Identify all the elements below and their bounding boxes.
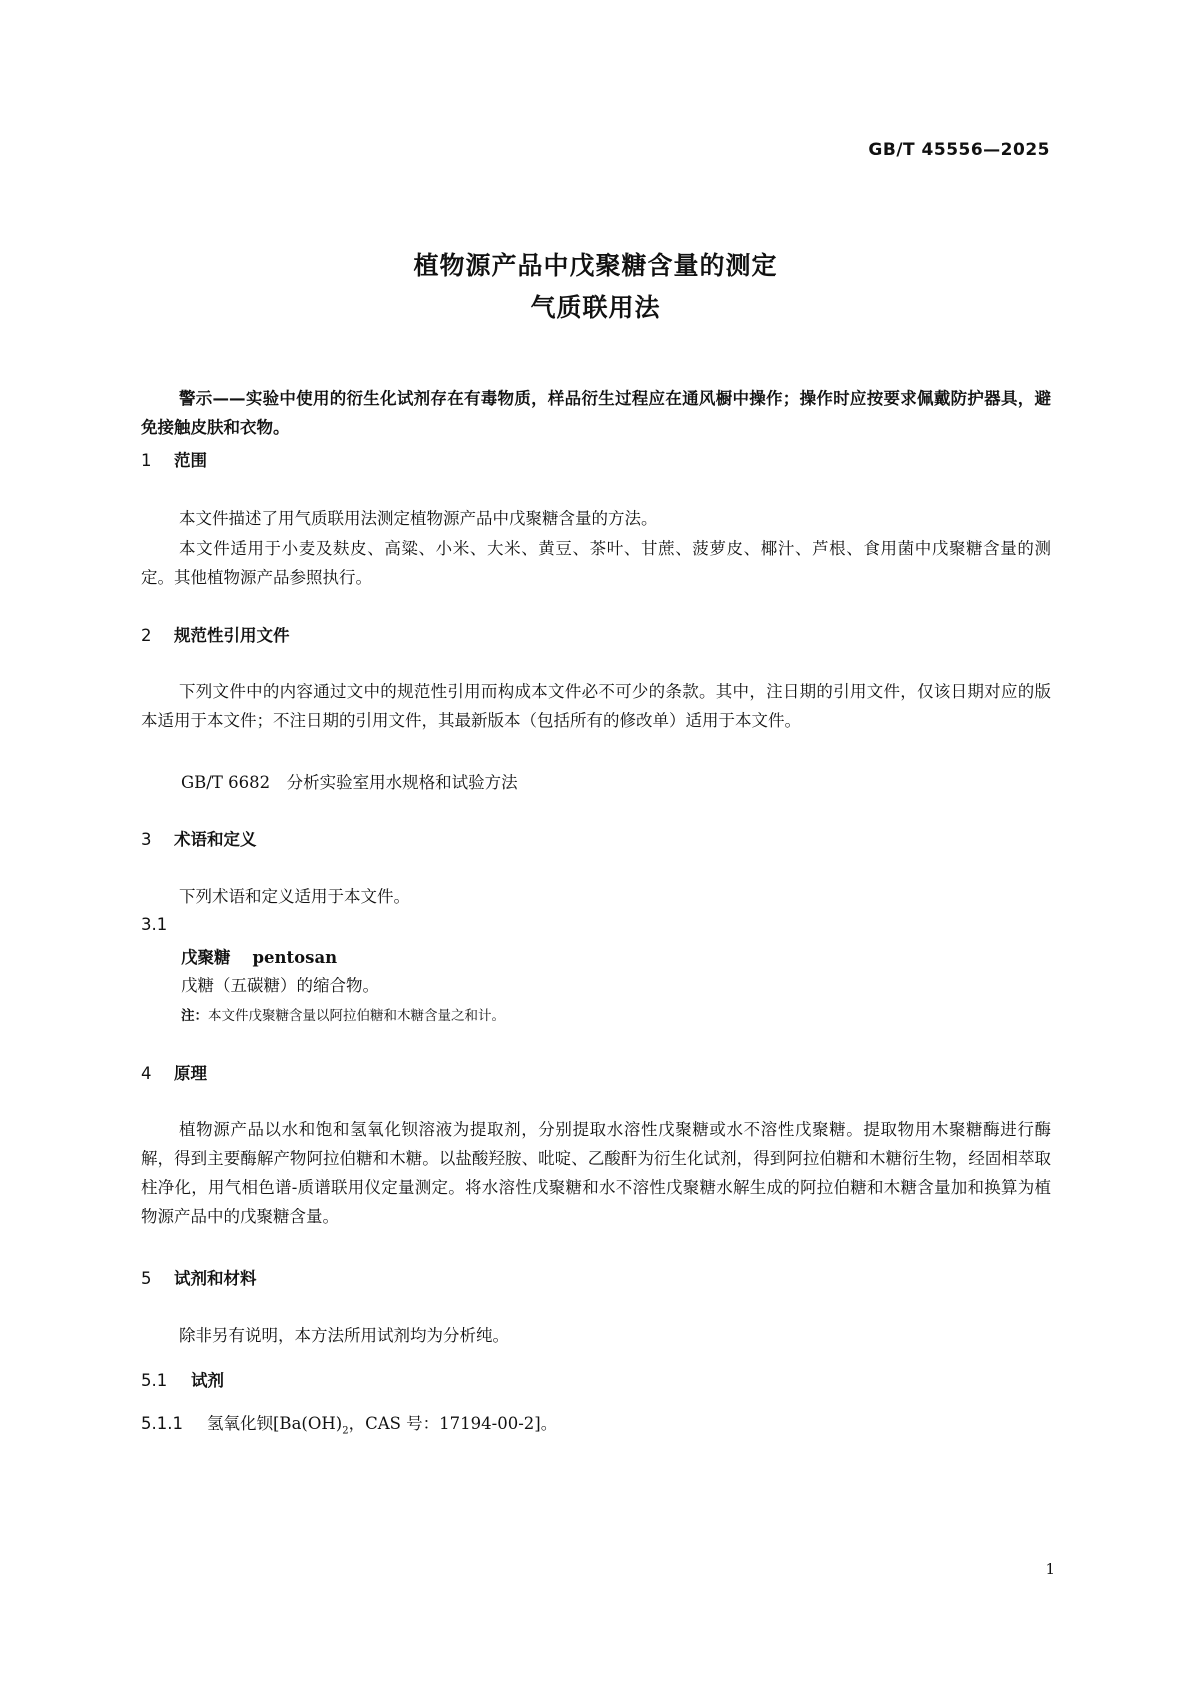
subsection-title: 试剂	[191, 1371, 224, 1390]
warning-notice: 警示——实验中使用的衍生化试剂存在有毒物质，样品衍生过程应在通风橱中操作；操作时应按要求佩戴防护器具，避免接触皮肤和衣物。	[141, 389, 1051, 437]
standard-number: GB/T 45556—2025	[868, 140, 1050, 160]
reagents-paragraph: 除非另有说明，本方法所用试剂均为分析纯。	[179, 1326, 509, 1345]
section-heading-principle	[141, 1060, 207, 1084]
section-number: 5	[141, 1269, 152, 1288]
section-title: 范围	[174, 451, 207, 470]
section-title: 规范性引用文件	[174, 626, 290, 645]
page-number: 1	[1045, 1560, 1055, 1578]
references-paragraph: 下列文件中的内容通过文中的规范性引用而构成本文件必不可少的条款。其中，注日期的引用文件，仅该日期对应的版本适用于本文件；不注日期的引用文件，其最新版本（包括所有的修改单）适用于本文件。	[141, 682, 1051, 730]
section-heading-terms	[141, 826, 257, 850]
reagent-number: 5.1.1	[141, 1414, 183, 1433]
term-definition: 戊糖（五碳糖）的缩合物。	[181, 976, 379, 995]
section-title: 术语和定义	[174, 830, 257, 849]
section-title: 原理	[174, 1064, 207, 1083]
section-title: 试剂和材料	[174, 1269, 257, 1288]
section-number: 4	[141, 1064, 152, 1083]
document-subtitle: 气质联用法	[530, 293, 661, 322]
document-title: 植物源产品中戊聚糖含量的测定	[413, 251, 778, 280]
term-chinese: 戊聚糖	[181, 948, 231, 967]
section-heading-normative-references	[141, 622, 290, 646]
reagent-subscript: 2	[342, 1425, 349, 1437]
reagent-item	[141, 1410, 557, 1436]
section-number: 2	[141, 626, 152, 645]
term-english: pentosan	[252, 948, 338, 967]
subsection-heading-reagents	[141, 1367, 224, 1391]
subsection-number: 5.1	[141, 1371, 168, 1390]
clause-number: 3.1	[141, 915, 168, 934]
note-text: 本文件戊聚糖含量以阿拉伯糖和木糖含量之和计。	[208, 1008, 505, 1024]
section-number: 1	[141, 451, 152, 470]
note-label: 注：	[181, 1008, 208, 1024]
scope-paragraph: 本文件描述了用气质联用法测定植物源产品中戊聚糖含量的方法。	[179, 509, 658, 528]
principle-paragraph: 植物源产品以水和饱和氢氧化钡溶液为提取剂，分别提取水溶性戊聚糖或水不溶性戊聚糖。提取物用木聚糖酶进行酶解，得到主要酶解产物阿拉伯糖和木糖。以盐酸羟胺、吡啶、乙酸酐为衍生化试剂，得到阿拉伯糖和木糖衍生物，经固相萃取柱净化，用气相色谱-质谱联用仪定量测定。将水溶性戊聚糖和水不溶性戊聚糖水解生成的阿拉伯糖和木糖含量加和换算为植物源产品中的戊聚糖含量。	[141, 1120, 1051, 1226]
reagent-text: 氢氧化钡[Ba(OH)	[207, 1414, 343, 1433]
section-heading-reagents	[141, 1265, 257, 1289]
terms-paragraph: 下列术语和定义适用于本文件。	[179, 887, 410, 906]
reference-item: GB/T 6682 分析实验室用水规格和试验方法	[181, 773, 518, 792]
section-heading-scope	[141, 447, 207, 471]
scope-paragraph: 本文件适用于小麦及麸皮、高粱、小米、大米、黄豆、茶叶、甘蔗、菠萝皮、椰汁、芦根、食用菌中戊聚糖含量的测定。其他植物源产品参照执行。	[141, 539, 1051, 587]
reagent-text-cont: ，CAS 号：17194-00-2]。	[348, 1414, 558, 1433]
term-note	[181, 1004, 505, 1024]
term-entry	[181, 944, 337, 968]
section-number: 3	[141, 830, 152, 849]
